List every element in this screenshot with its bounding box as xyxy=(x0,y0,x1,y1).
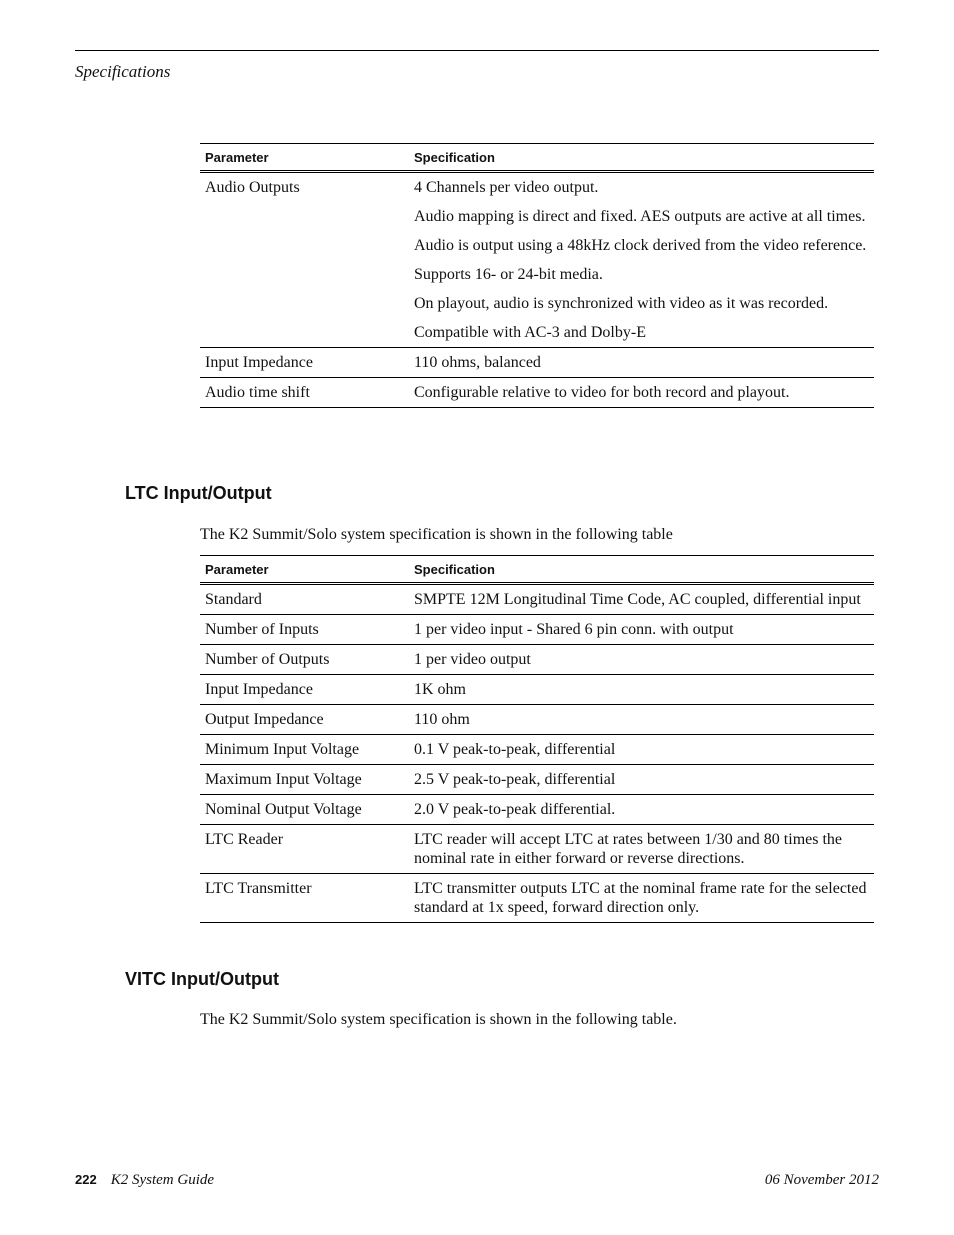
specification-cell xyxy=(409,795,874,825)
specification-cell xyxy=(409,172,874,348)
specification-text: Configurable relative to video for both record and playout. xyxy=(414,384,790,401)
specification-text: Audio mapping is direct and fixed. AES outputs are active at all times. xyxy=(414,208,866,225)
parameter-cell: Number of Outputs xyxy=(200,645,409,675)
footer-left xyxy=(75,1172,214,1189)
specification-text: Audio is output using a 48kHz clock derived from the video reference. xyxy=(414,237,867,254)
column-header-parameter: Parameter xyxy=(200,144,409,172)
specification-cell xyxy=(409,825,874,874)
column-header-parameter: Parameter xyxy=(200,556,409,584)
specification-cell xyxy=(409,874,874,923)
parameter-cell: LTC Transmitter xyxy=(200,874,409,923)
specification-cell xyxy=(409,645,874,675)
table-row xyxy=(200,378,874,408)
specification-text: 110 ohms, balanced xyxy=(414,354,541,371)
specification-cell xyxy=(409,705,874,735)
footer-date: 06 November 2012 xyxy=(764,1172,879,1188)
ltc-spec-table xyxy=(200,555,874,923)
parameter-cell: Number of Inputs xyxy=(200,615,409,645)
specification-text: Supports 16- or 24-bit media. xyxy=(414,266,603,283)
specification-text: On playout, audio is synchronized with video as it was recorded. xyxy=(414,295,829,312)
specification-cell xyxy=(409,615,874,645)
specification-cell xyxy=(409,584,874,615)
table-row xyxy=(200,765,874,795)
table-row xyxy=(200,705,874,735)
specification-text: 1 per video input - Shared 6 pin conn. with output xyxy=(414,621,734,638)
audio-table-body xyxy=(200,172,874,408)
specification-text: LTC reader will accept LTC at rates between 1/30 and 80 times the nominal rate in either forward or reverse directions. xyxy=(414,831,843,867)
table-header-row xyxy=(200,144,874,172)
column-header-specification: Specification xyxy=(409,144,874,172)
specification-text: 1K ohm xyxy=(414,681,466,698)
parameter-cell: Input Impedance xyxy=(200,348,409,378)
specification-cell xyxy=(409,765,874,795)
ltc-intro-text: The K2 Summit/Solo system specification is shown in the following table xyxy=(200,526,673,543)
specification-text: 110 ohm xyxy=(414,711,470,728)
audio-spec-table xyxy=(200,143,874,408)
parameter-cell: Maximum Input Voltage xyxy=(200,765,409,795)
specification-cell xyxy=(409,675,874,705)
table-row xyxy=(200,645,874,675)
specification-text: LTC transmitter outputs LTC at the nominal frame rate for the selected standard at 1x speed, forward direction only. xyxy=(414,880,867,916)
table-row xyxy=(200,348,874,378)
specification-text: 2.0 V peak-to-peak differential. xyxy=(414,801,616,818)
specification-cell xyxy=(409,735,874,765)
parameter-cell: Audio Outputs xyxy=(200,172,409,348)
parameter-cell: Nominal Output Voltage xyxy=(200,795,409,825)
section-heading-vitc: VITC Input/Output xyxy=(125,969,279,989)
table-header-row xyxy=(200,556,874,584)
table-row xyxy=(200,584,874,615)
table-row xyxy=(200,735,874,765)
table-row xyxy=(200,874,874,923)
table-row xyxy=(200,675,874,705)
specification-text: 2.5 V peak-to-peak, differential xyxy=(414,771,616,788)
parameter-cell: Input Impedance xyxy=(200,675,409,705)
section-heading-ltc: LTC Input/Output xyxy=(125,483,272,503)
specification-text: SMPTE 12M Longitudinal Time Code, AC coupled, differential input xyxy=(414,591,861,608)
page-number: 222 xyxy=(75,1172,97,1187)
specification-cell xyxy=(409,378,874,408)
parameter-cell: Minimum Input Voltage xyxy=(200,735,409,765)
ltc-table-body xyxy=(200,584,874,923)
parameter-cell: Standard xyxy=(200,584,409,615)
parameter-cell: LTC Reader xyxy=(200,825,409,874)
specification-text: 1 per video output xyxy=(414,651,531,668)
specification-text: Compatible with AC-3 and Dolby-E xyxy=(414,324,646,341)
table-row xyxy=(200,795,874,825)
column-header-specification: Specification xyxy=(409,556,874,584)
table-row xyxy=(200,615,874,645)
specification-text: 4 Channels per video output. xyxy=(414,179,599,196)
specification-cell xyxy=(409,348,874,378)
header-rule xyxy=(75,50,879,51)
vitc-intro-text: The K2 Summit/Solo system specification is shown in the following table. xyxy=(200,1011,677,1028)
running-head: Specifications xyxy=(75,62,171,81)
table-row xyxy=(200,825,874,874)
document-title: K2 System Guide xyxy=(110,1172,215,1188)
specification-text: 0.1 V peak-to-peak, differential xyxy=(414,741,616,758)
table-row xyxy=(200,172,874,348)
parameter-cell: Output Impedance xyxy=(200,705,409,735)
parameter-cell: Audio time shift xyxy=(200,378,409,408)
